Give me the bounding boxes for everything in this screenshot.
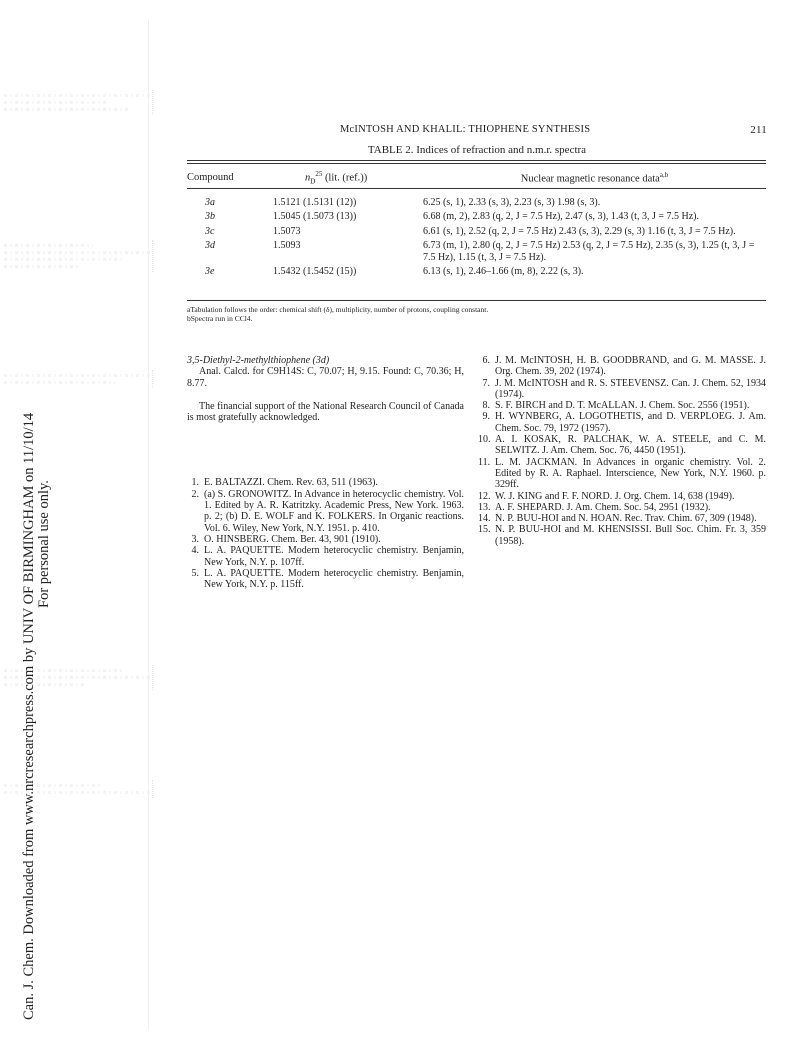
footnote-b: bSpectra run in CCl4. [187, 314, 253, 323]
cell-compound: 3a [205, 196, 215, 208]
reference-item [187, 489, 464, 534]
reference-item [478, 457, 766, 491]
table-row [187, 210, 766, 225]
reference-text: O. HINSBERG. Chem. Ber. 43, 901 (1910). [204, 533, 381, 545]
table-title: TABLE 2. Indices of refraction and n.m.r. spectra [367, 144, 587, 156]
reference-text: J. M. McINTOSH and R. S. STEEVENSZ. Can. J. Chem. 52, 1934 (1974). [495, 377, 766, 400]
reference-text: L. A. PAQUETTE. Modern heterocyclic chemistry. Benjamin, New York, N.Y. p. 115ff. [204, 567, 464, 591]
reference-number: 15. [478, 524, 491, 536]
reference-text: A. I. KOSAK, R. PALCHAK, W. A. STEELE, and C. M. SELWITZ. J. Am. Chem. Soc. 76, 4450 (1951). [495, 434, 766, 457]
reference-text: N. P. BUU-HOI and M. KHENSISSI. Bull Soc. Chim. Fr. 3, 359 (1958). [495, 524, 766, 547]
reference-number: 1. [191, 477, 199, 489]
reference-item [478, 502, 766, 513]
reference-text: L. A. PAQUETTE. Modern heterocyclic chemistry. Benjamin, New York, N.Y. p. 107ff. [204, 545, 464, 568]
table-top-rule [187, 160, 766, 161]
cell-nmr: 6.73 (m, 1), 2.80 (q, 2, J = 7.5 Hz) 2.53 (q, 2, J = 7.5 Hz), 2.35 (s, 3), 1.25 (t, 3, J = 7.5 Hz), 1.15 (t, 3, J = 7.5 Hz). [423, 240, 755, 263]
table-top-rule-2 [187, 163, 766, 164]
compound-heading: 3,5-Diethyl-2-methylthiophene (3d) [187, 355, 330, 366]
reference-text: A. F. SHEPARD. J. Am. Chem. Soc. 54, 2951 (1932). [495, 501, 711, 513]
reference-number: 6. [482, 355, 490, 366]
reference-text: N. P. BUU-HOI and N. HOAN. Rec. Trav. Chim. 67, 309 (1948). [495, 513, 757, 525]
reference-text: S. F. BIRCH and D. T. McALLAN. J. Chem. Soc. 2556 (1951). [495, 400, 750, 412]
cell-nd: 1.5432 (1.5452 (15)) [273, 266, 357, 278]
acknowledgement: The financial support of the National Research Council of Canada is most gratefully acknowledged. [187, 400, 464, 424]
reference-number: 3. [191, 533, 199, 545]
reference-text: J. M. McINTOSH, H. B. GOODBRAND, and G. M. MASSE. J. Org. Chem. 39, 202 (1974). [495, 355, 766, 378]
reference-number: 8. [482, 400, 490, 412]
reference-text: (a) S. GRONOWITZ. In Advance in heterocyclic chemistry. Vol. 1. Edited by A. R. Katritzky. Academic Press, New York. 1963. p. 2; (b) D. E. WOLF and K. FOLKERS. In Organic reactions. Vol. 6. Wiley, New York, N.Y. 1951. p. 410. [204, 488, 464, 534]
reference-text: L. M. JACKMAN. In Advances in organic chemistry. Vol. 2. Edited by R. A. Raphael. Interscience, New York, N.Y. 1960. p. 329ff. [495, 456, 766, 491]
reference-text: E. BALTAZZI. Chem. Rev. 63, 511 (1963). [204, 477, 378, 489]
reference-item [478, 355, 766, 378]
cell-nd: 1.5045 (1.5073 (13)) [273, 211, 357, 223]
reference-number: 7. [482, 377, 490, 389]
reference-item [478, 524, 766, 547]
reference-item [478, 400, 766, 411]
reference-number: 14. [478, 513, 491, 525]
reference-number: 10. [478, 434, 491, 446]
reference-number: 4. [191, 545, 199, 557]
reference-item [187, 477, 464, 488]
table-bottom-rule [187, 300, 766, 301]
col-nmr: Nuclear magnetic resonance data$^{a,b}$ [520, 171, 669, 185]
reference-item [187, 545, 464, 568]
nmr-table [187, 168, 766, 280]
watermark-line-1: Can. J. Chem. Downloaded from www.nrcresearchpress.com by UNIV OF BIRMINGHAM on 11/10/14 [21, 412, 37, 1020]
reference-number: 12. [478, 490, 491, 502]
cell-nmr: 6.61 (s, 1), 2.52 (q, 2, J = 7.5 Hz) 2.43 (s, 3), 2.29 (s, 3) 1.16 (t, 3, J = 7.5 Hz). [423, 225, 736, 237]
left-column [187, 355, 464, 590]
watermark-line-2: For personal use only. [36, 480, 52, 608]
page-edge [148, 20, 149, 1030]
reference-number: 2. [191, 488, 199, 500]
col-refractive-index: $n_D^{25}$ (lit. (ref.)) [305, 170, 368, 186]
reference-number: 5. [191, 567, 199, 579]
reference-number: 9. [482, 411, 490, 423]
reference-text: W. J. KING and F. F. NORD. J. Org. Chem. 14, 638 (1949). [495, 490, 735, 502]
cell-compound: 3d [205, 240, 215, 252]
footnote-a: aTabulation follows the order: chemical shift (δ), multiplicity, number of protons, coupling constant. [187, 305, 489, 314]
table-row [187, 239, 766, 265]
page-number: 211 [750, 124, 767, 136]
cell-compound: 3c [205, 225, 215, 237]
reference-item [187, 534, 464, 545]
col-compound: Compound [187, 172, 234, 184]
reference-list-right [478, 355, 766, 547]
cell-compound: 3b [205, 211, 215, 223]
running-head: McINTOSH AND KHALIL: THIOPHENE SYNTHESIS [340, 124, 591, 135]
reference-number: 11. [478, 456, 491, 468]
table-header-row [187, 168, 766, 189]
cell-nmr: 6.13 (s, 1), 2.46–1.66 (m, 8), 2.22 (s, 3). [423, 266, 584, 278]
table-row [187, 196, 766, 211]
analysis-text: Anal. Calcd. for C9H14S: C, 70.07; H, 9.15. Found: C, 70.36; H, 8.77. [187, 366, 464, 389]
cell-nd: 1.5093 [273, 240, 301, 252]
table-row [187, 225, 766, 240]
reference-item [187, 568, 464, 591]
cell-compound: 3e [205, 266, 215, 278]
reference-item [478, 491, 766, 502]
cell-nmr: 6.68 (m, 2), 2.83 (q, 2, J = 7.5 Hz), 2.47 (s, 3), 1.43 (t, 3, J = 7.5 Hz). [423, 211, 699, 223]
cell-nd: 1.5073 [273, 225, 301, 237]
reference-number: 13. [478, 501, 491, 513]
reference-item [478, 411, 766, 434]
reference-text: H. WYNBERG, A. LOGOTHETIS, and D. VERPLOEG. J. Am. Chem. Soc. 79, 1972 (1957). [495, 411, 766, 434]
reference-item [478, 513, 766, 524]
cell-nd: 1.5121 (1.5131 (12)) [273, 196, 357, 208]
table-row [187, 265, 766, 280]
download-watermark [22, 100, 52, 1020]
reference-item [478, 378, 766, 401]
cell-nmr: 6.25 (s, 1), 2.33 (s, 3), 2.23 (s, 3) 1.98 (s, 3). [423, 196, 601, 208]
reference-item [478, 434, 766, 457]
reference-list-left [187, 477, 464, 590]
